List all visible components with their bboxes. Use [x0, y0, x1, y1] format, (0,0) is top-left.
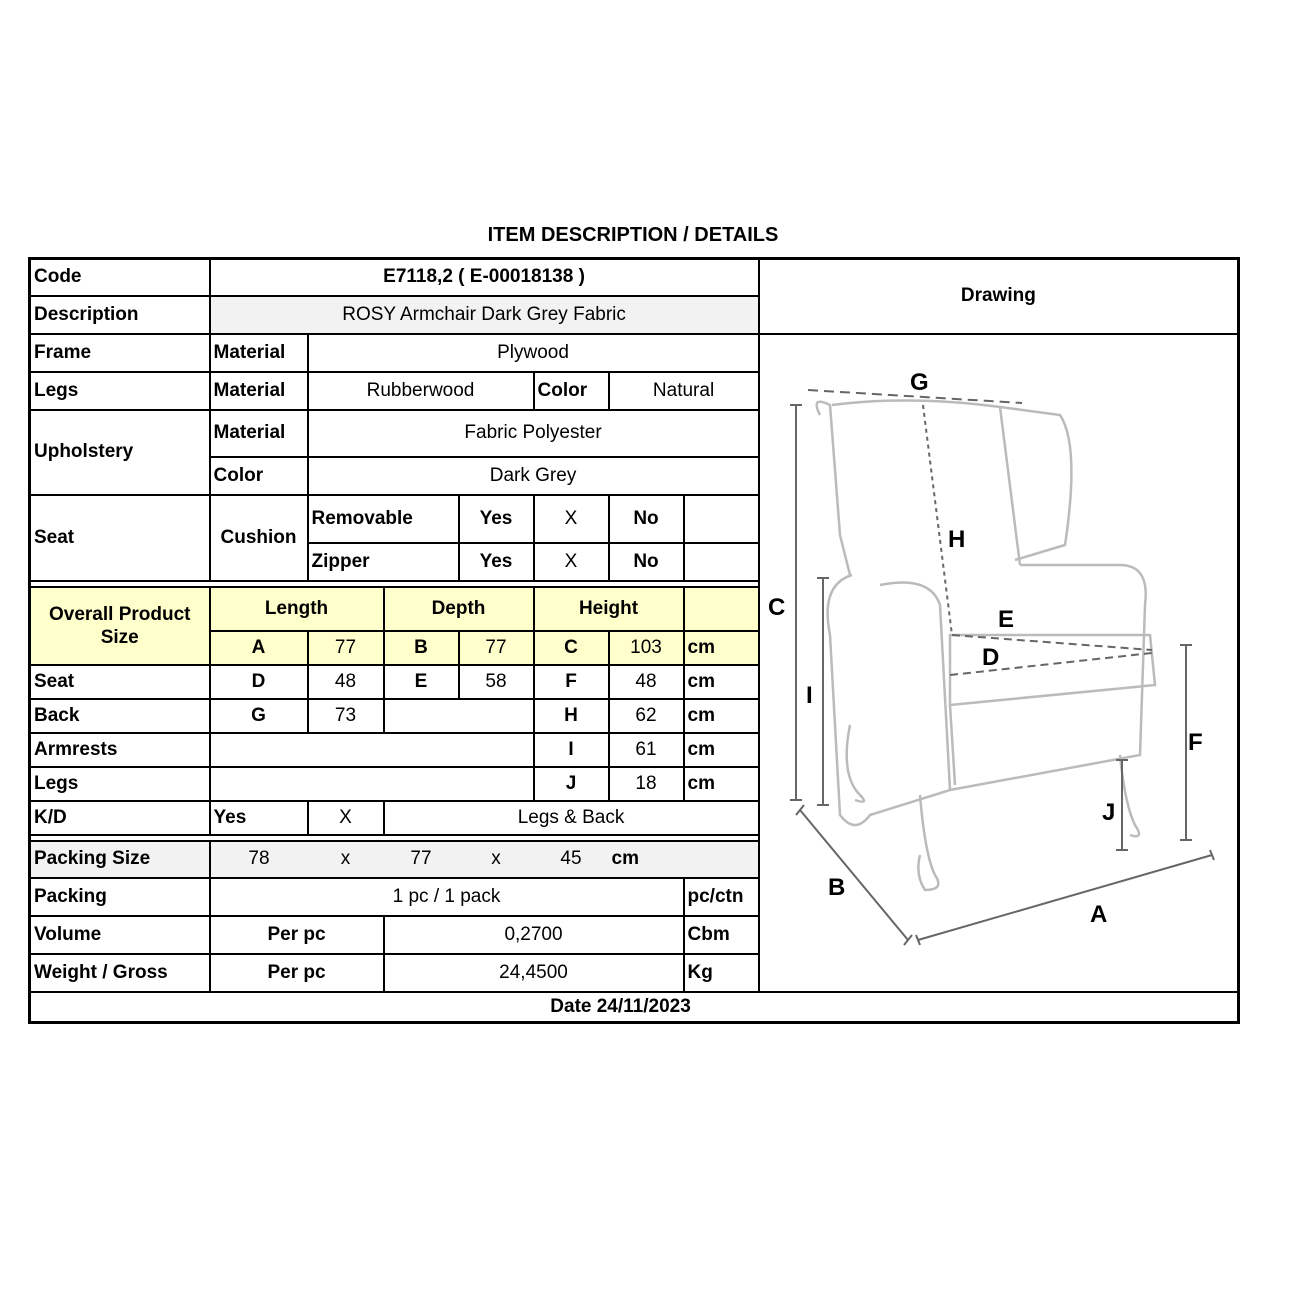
description-value: ROSY Armchair Dark Grey Fabric	[210, 296, 759, 334]
spec-table	[28, 257, 1240, 1024]
removable-no-mark	[684, 495, 759, 543]
packing-height: 45	[534, 841, 609, 878]
dim-b-value: 77	[459, 631, 534, 665]
legs-material: Rubberwood	[308, 372, 534, 410]
label-g: G	[909, 368, 929, 396]
dim-unit: cm	[684, 699, 759, 733]
removable-no: No	[609, 495, 684, 543]
dim-value: 61	[609, 733, 684, 767]
dim-a-key: A	[210, 631, 308, 665]
code-value: E7118,2 ( E-00018138 )	[210, 259, 759, 296]
dim-row-label: Armrests	[30, 733, 210, 767]
dim-value: 18	[609, 767, 684, 801]
packing-x: x	[308, 841, 384, 878]
kd-parts: Legs & Back	[384, 801, 759, 835]
packing-width: 77	[384, 841, 459, 878]
label-h: H	[947, 525, 965, 553]
label-a: A	[1089, 900, 1107, 928]
dim-c-value: 103	[609, 631, 684, 665]
description-label: Description	[30, 296, 210, 334]
kd-label: K/D	[30, 801, 210, 835]
packing-size-label: Packing Size	[30, 841, 210, 878]
removable-label: Removable	[308, 495, 459, 543]
volume-unit: Cbm	[684, 916, 759, 954]
dim-c-key: C	[534, 631, 609, 665]
code-label: Code	[30, 259, 210, 296]
weight-value: 24,4500	[384, 954, 684, 992]
volume-label: Volume	[30, 916, 210, 954]
empty-cell	[384, 699, 534, 733]
upholstery-material-label: Material	[210, 410, 308, 458]
label-c: C	[767, 593, 785, 621]
legs-color: Natural	[609, 372, 759, 410]
dim-row-label: Back	[30, 699, 210, 733]
packing-unit: cm	[609, 841, 684, 878]
frame-material: Plywood	[308, 334, 759, 372]
legs-color-label: Color	[534, 372, 609, 410]
upholstery-material: Fabric Polyester	[308, 410, 759, 458]
overall-size-label: Overall Product Size	[30, 587, 210, 665]
removable-mark: X	[534, 495, 609, 543]
dim-value: 62	[609, 699, 684, 733]
depth-header: Depth	[384, 587, 534, 631]
armchair-drawing	[760, 335, 1239, 985]
removable-yes: Yes	[459, 495, 534, 543]
frame-label: Frame	[30, 334, 210, 372]
dim-value: 48	[609, 665, 684, 699]
zipper-no-mark	[684, 543, 759, 581]
page-title: ITEM DESCRIPTION / DETAILS	[487, 224, 779, 246]
dim-key: G	[210, 699, 308, 733]
packing-label: Packing	[30, 878, 210, 916]
label-i: I	[805, 681, 813, 709]
legs-label: Legs	[30, 372, 210, 410]
label-e: E	[997, 605, 1014, 633]
label-d: D	[981, 643, 999, 671]
dim-value: 73	[308, 699, 384, 733]
label-b: B	[827, 873, 845, 901]
packing-unit: pc/ctn	[684, 878, 759, 916]
dim-row-label: Legs	[30, 767, 210, 801]
dim-key: I	[534, 733, 609, 767]
length-header: Length	[210, 587, 384, 631]
dim-value: 58	[459, 665, 534, 699]
weight-unit: Kg	[684, 954, 759, 992]
zipper-no: No	[609, 543, 684, 581]
seat-label: Seat	[30, 495, 210, 581]
empty-cell	[684, 841, 759, 878]
packing-value: 1 pc / 1 pack	[210, 878, 684, 916]
weight-per: Per pc	[210, 954, 384, 992]
dim-unit: cm	[684, 631, 759, 665]
dim-key: J	[534, 767, 609, 801]
packing-x: x	[459, 841, 534, 878]
upholstery-color: Dark Grey	[308, 457, 759, 495]
upholstery-color-label: Color	[210, 457, 308, 495]
dim-key: F	[534, 665, 609, 699]
label-f: F	[1187, 728, 1203, 756]
dim-key: D	[210, 665, 308, 699]
zipper-mark: X	[534, 543, 609, 581]
kd-mark: X	[308, 801, 384, 835]
upholstery-label: Upholstery	[30, 410, 210, 496]
zipper-yes: Yes	[459, 543, 534, 581]
drawing-area	[759, 334, 1239, 992]
dim-row-label: Seat	[30, 665, 210, 699]
dim-unit: cm	[684, 767, 759, 801]
packing-length: 78	[210, 841, 308, 878]
label-j: J	[1101, 798, 1115, 826]
unit-header	[684, 587, 759, 631]
height-header: Height	[534, 587, 684, 631]
drawing-label: Drawing	[759, 259, 1239, 334]
frame-material-label: Material	[210, 334, 308, 372]
empty-cell	[210, 767, 534, 801]
volume-value: 0,2700	[384, 916, 684, 954]
kd-yes: Yes	[210, 801, 308, 835]
weight-label: Weight / Gross	[30, 954, 210, 992]
dim-a-value: 77	[308, 631, 384, 665]
zipper-label: Zipper	[308, 543, 459, 581]
dim-b-key: B	[384, 631, 459, 665]
dim-unit: cm	[684, 665, 759, 699]
date: Date 24/11/2023	[30, 992, 1239, 1023]
dim-unit: cm	[684, 733, 759, 767]
dim-key: E	[384, 665, 459, 699]
legs-material-label: Material	[210, 372, 308, 410]
empty-cell	[210, 733, 534, 767]
dim-value: 48	[308, 665, 384, 699]
dimension-lines	[790, 390, 1214, 945]
volume-per: Per pc	[210, 916, 384, 954]
dim-key: H	[534, 699, 609, 733]
cushion-label: Cushion	[210, 495, 308, 581]
